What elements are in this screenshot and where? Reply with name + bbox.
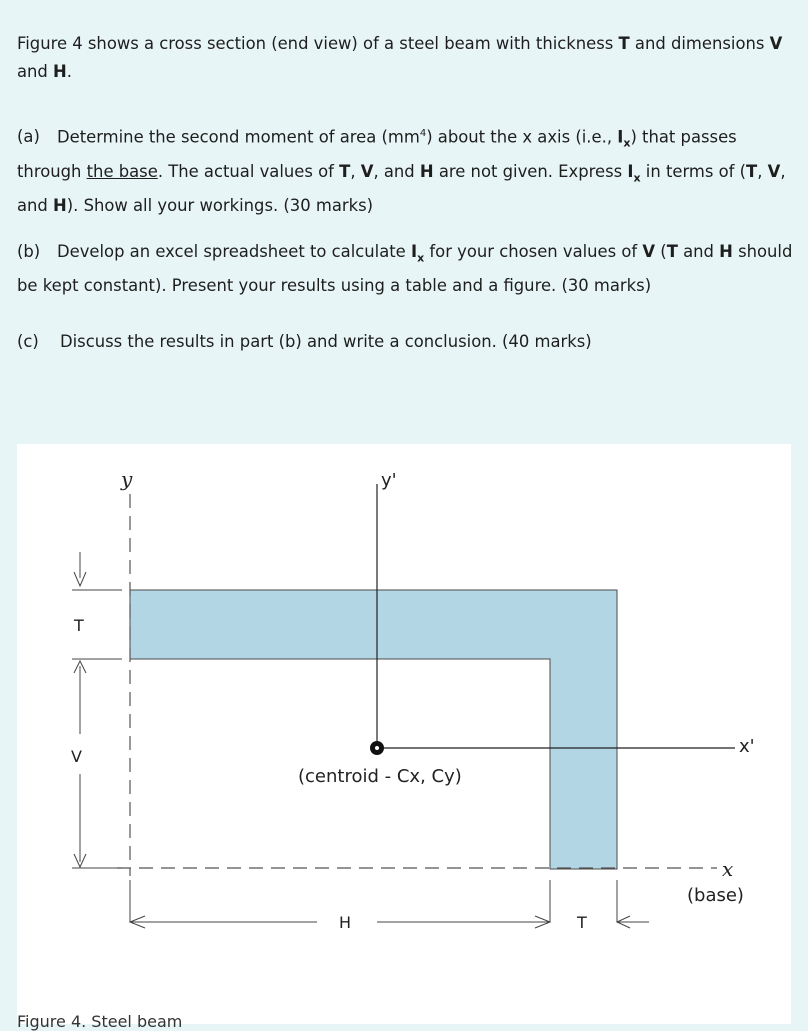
x-axis-label: x xyxy=(722,857,734,881)
v-label: V xyxy=(71,747,82,766)
beam-cross-section xyxy=(130,590,617,869)
x-prime-label: x' xyxy=(739,736,755,757)
t-left-label: T xyxy=(74,616,84,635)
part-a-paragraph: (a) Determine the second moment of area $(mm^4)$ about the x axis (i.e., $I_x$) that passes through the base. The actual values of T, V, and H are not given. Express $I_x$ in terms of (T, V, and H). Show all your workings. (30 marks) xyxy=(17,120,794,220)
part-b-label: (b) xyxy=(17,242,41,261)
part-a-label: (a) xyxy=(17,127,40,147)
figure-caption: Figure 4. Steel beam xyxy=(17,1012,183,1031)
part-c-paragraph: (c) Discuss the results in part (b) and write a conclusion. (40 marks) xyxy=(17,328,794,356)
intro-paragraph: Figure 4 shows a cross section (end view) of a steel beam with thickness T and dimensions V and H. xyxy=(17,34,783,81)
y-axis-label: y xyxy=(121,467,133,491)
base-label: (base) xyxy=(687,885,744,906)
y-prime-label: y' xyxy=(381,470,397,491)
h-label: H xyxy=(339,913,352,932)
steel-beam-figure xyxy=(17,444,791,1024)
beam-diagram xyxy=(17,444,791,1024)
part-b-paragraph: (b) Develop an excel spreadsheet to calculate $I_x$ for your chosen values of V (T and H should be kept constant). Present your results using a table and a figure. (30 marks) xyxy=(17,238,794,300)
centroid-label: (centroid - Cx, Cy) xyxy=(298,766,462,787)
part-c-label: (c) xyxy=(17,332,39,351)
t-bottom-label: T xyxy=(577,913,587,932)
